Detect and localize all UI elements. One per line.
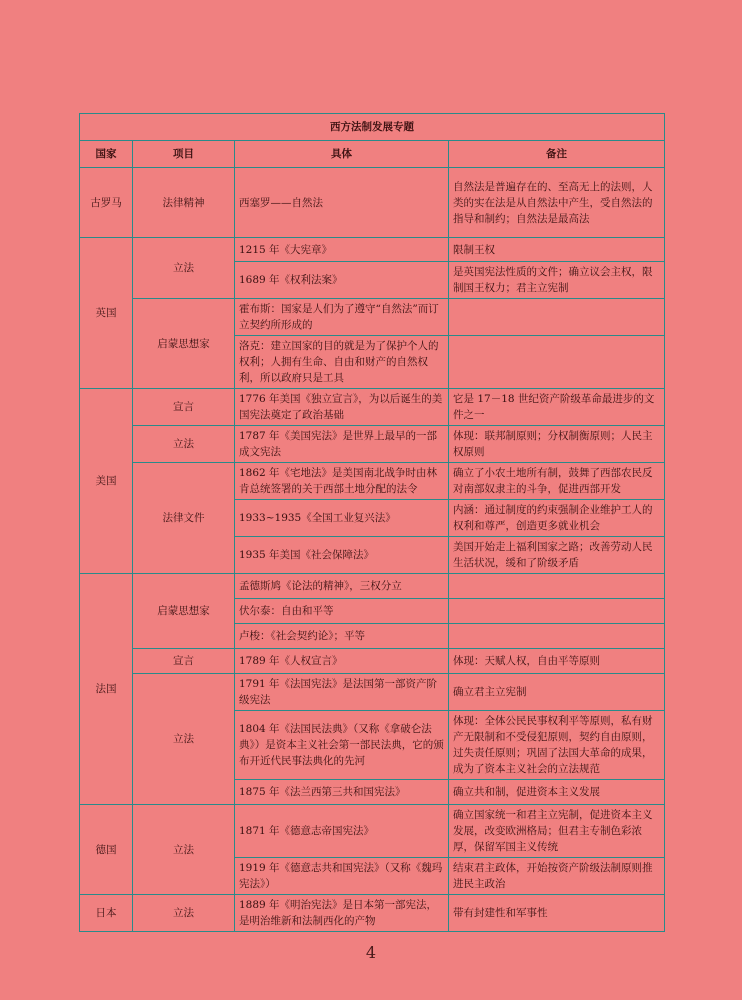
table-row bbox=[80, 805, 665, 858]
law-development-table bbox=[79, 113, 665, 932]
item-cell: 宣言 bbox=[133, 649, 235, 674]
note-cell: 确立君主立宪制 bbox=[449, 674, 665, 711]
detail-cell: 伏尔泰：自由和平等 bbox=[235, 599, 449, 624]
page-number: 4 bbox=[365, 943, 377, 962]
note-cell: 结束君主政体，开始按资产阶级法制原则推进民主政治 bbox=[449, 858, 665, 895]
note-cell: 确立国家统一和君主立宪制，促进资本主义发展，改变欧洲格局；但君主专制色彩浓厚，保留军国主义传统 bbox=[449, 805, 665, 858]
item-cell: 立法 bbox=[133, 238, 235, 299]
country-cell: 德国 bbox=[80, 805, 133, 895]
detail-cell: 1889 年《明治宪法》是日本第一部宪法，是明治维新和法制西化的产物 bbox=[235, 895, 449, 932]
item-cell: 立法 bbox=[133, 426, 235, 463]
note-cell bbox=[449, 624, 665, 649]
note-cell: 是英国宪法性质的文件；确立议会主权，限制国王权力；君主立宪制 bbox=[449, 262, 665, 299]
detail-cell: 霍布斯：国家是人们为了遵守“自然法”而订立契约所形成的 bbox=[235, 299, 449, 336]
detail-cell: 1789 年《人权宣言》 bbox=[235, 649, 449, 674]
detail-cell: 1935 年美国《社会保障法》 bbox=[235, 537, 449, 574]
detail-cell: 1862 年《宅地法》是美国南北战争时由林肯总统签署的关于西部土地分配的法令 bbox=[235, 463, 449, 500]
note-cell: 它是 17－18 世纪资产阶级革命最进步的文件之一 bbox=[449, 389, 665, 426]
item-cell: 立法 bbox=[133, 895, 235, 932]
note-cell: 限制王权 bbox=[449, 238, 665, 262]
detail-cell: 1689 年《权利法案》 bbox=[235, 262, 449, 299]
item-cell: 宣言 bbox=[133, 389, 235, 426]
table-row bbox=[80, 299, 665, 336]
detail-cell: 1776 年美国《独立宣言》，为以后诞生的美国宪法奠定了政治基础 bbox=[235, 389, 449, 426]
country-cell: 古罗马 bbox=[80, 168, 133, 238]
country-cell: 法国 bbox=[80, 574, 133, 805]
detail-cell: 1919 年《德意志共和国宪法》（又称《魏玛宪法》） bbox=[235, 858, 449, 895]
item-cell: 立法 bbox=[133, 674, 235, 805]
note-cell bbox=[449, 574, 665, 599]
note-cell: 自然法是普遍存在的、至高无上的法则，人类的实在法是从自然法中产生，受自然法的指导和制约；自然法是最高法 bbox=[449, 168, 665, 238]
note-cell bbox=[449, 599, 665, 624]
table-row bbox=[80, 649, 665, 674]
detail-cell: 1215 年《大宪章》 bbox=[235, 238, 449, 262]
note-cell: 体现：全体公民民事权利平等原则，私有财产无限制和不受侵犯原则，契约自由原则，过失责任原则；巩固了法国大革命的成果，成为了资本主义社会的立法规范 bbox=[449, 711, 665, 780]
detail-cell: 孟德斯鸠《论法的精神》，三权分立 bbox=[235, 574, 449, 599]
item-cell: 立法 bbox=[133, 805, 235, 895]
detail-cell: 1804 年《法国民法典》（又称《拿破仑法典》）是资本主义社会第一部民法典，它的颁布开近代民事法典化的先河 bbox=[235, 711, 449, 780]
header-country: 国家 bbox=[80, 141, 133, 168]
item-cell: 法律文件 bbox=[133, 463, 235, 574]
country-cell: 日本 bbox=[80, 895, 133, 932]
detail-cell: 1791 年《法国宪法》是法国第一部资产阶级宪法 bbox=[235, 674, 449, 711]
item-cell: 启蒙思想家 bbox=[133, 299, 235, 389]
note-cell: 美国开始走上福利国家之路；改善劳动人民生活状况，缓和了阶级矛盾 bbox=[449, 537, 665, 574]
document-page bbox=[79, 113, 664, 932]
note-cell bbox=[449, 299, 665, 336]
country-cell: 英国 bbox=[80, 238, 133, 389]
header-note: 备注 bbox=[449, 141, 665, 168]
detail-cell: 卢梭：《社会契约论》；平等 bbox=[235, 624, 449, 649]
table-row bbox=[80, 389, 665, 426]
note-cell: 确立了小农土地所有制，鼓舞了西部农民反对南部奴隶主的斗争，促进西部开发 bbox=[449, 463, 665, 500]
item-cell: 法律精神 bbox=[133, 168, 235, 238]
note-cell: 确立共和制，促进资本主义发展 bbox=[449, 780, 665, 805]
table-row bbox=[80, 463, 665, 500]
country-cell: 美国 bbox=[80, 389, 133, 574]
table-row bbox=[80, 426, 665, 463]
note-cell: 体现：联邦制原则；分权制衡原则；人民主权原则 bbox=[449, 426, 665, 463]
table-row bbox=[80, 574, 665, 599]
table-row bbox=[80, 895, 665, 932]
table-row bbox=[80, 168, 665, 238]
note-cell: 体现：天赋人权，自由平等原则 bbox=[449, 649, 665, 674]
detail-cell: 1875 年《法兰西第三共和国宪法》 bbox=[235, 780, 449, 805]
table-title-row bbox=[80, 114, 665, 141]
header-item: 项目 bbox=[133, 141, 235, 168]
note-cell: 带有封建性和军事性 bbox=[449, 895, 665, 932]
detail-cell: 1787 年《美国宪法》是世界上最早的一部成文宪法 bbox=[235, 426, 449, 463]
item-cell: 启蒙思想家 bbox=[133, 574, 235, 649]
detail-cell: 1933~1935《全国工业复兴法》 bbox=[235, 500, 449, 537]
header-row bbox=[80, 141, 665, 168]
table-row bbox=[80, 674, 665, 711]
table-title: 西方法制发展专题 bbox=[80, 114, 665, 141]
note-cell: 内涵：通过制度的约束强制企业维护工人的权利和尊严，创造更多就业机会 bbox=[449, 500, 665, 537]
detail-cell: 1871 年《德意志帝国宪法》 bbox=[235, 805, 449, 858]
detail-cell: 洛克：建立国家的目的就是为了保护个人的权利；人拥有生命、自由和财产的自然权利，所以政府只是工具 bbox=[235, 336, 449, 389]
note-cell bbox=[449, 336, 665, 389]
table-row bbox=[80, 238, 665, 262]
header-detail: 具体 bbox=[235, 141, 449, 168]
detail-cell: 西塞罗——自然法 bbox=[235, 168, 449, 238]
